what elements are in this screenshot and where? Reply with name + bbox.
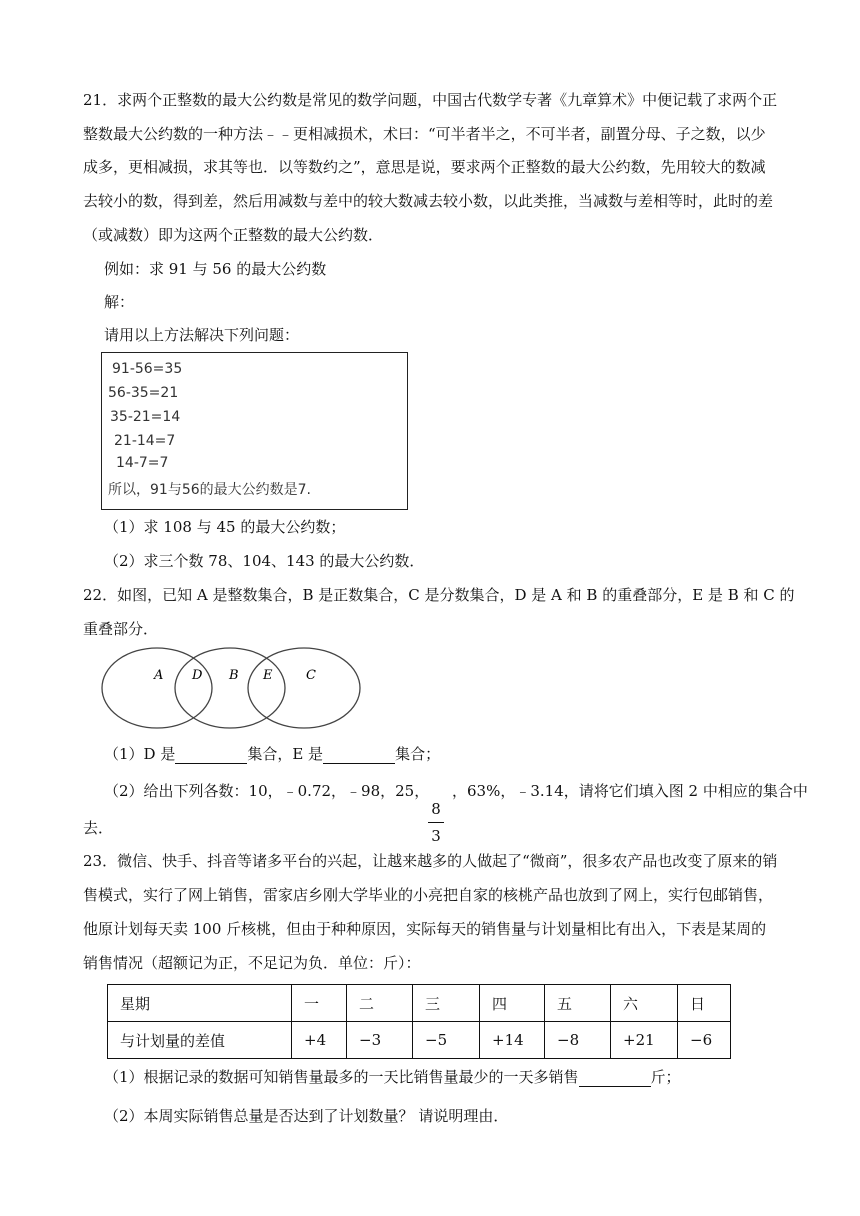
q23-line-3: 他原计划每天卖 100 斤核桃，但由于种种原因，实际每天的销售量与计划量相比有出入，下表是某周的 xyxy=(83,920,767,938)
day-cell: 一 xyxy=(292,985,347,1022)
q23-line-1: 23．微信、快手、抖音等诸多平台的兴起，让越来越多的人做起了“微商”，很多农产品也改变了原来的销 xyxy=(83,852,778,870)
day-cell: 六 xyxy=(611,985,678,1022)
day-cell: 五 xyxy=(545,985,611,1022)
box-line-3: 35-21=14 xyxy=(110,409,181,425)
box-conclusion: 所以，91与56的最大公约数是7. xyxy=(108,482,311,498)
q21-line-4: 去较小的数，得到差，然后用减数与差中的较大数减去较小数，以此类推，当减数与差相等时，此时的差 xyxy=(83,192,774,210)
q23-line-2: 售模式，实行了网上销售，雷家店乡刚大学毕业的小亮把自家的核桃产品也放到了网上，实行包邮销售， xyxy=(83,886,774,904)
answer-blank-difference[interactable] xyxy=(579,1070,651,1087)
example-solution-box xyxy=(101,352,408,510)
q23-sub2: （2）本周实际销售总量是否达到了计划数量？ 请说明理由． xyxy=(104,1107,509,1125)
q22-line-1: 22．如图，已知 A 是整数集合，B 是正数集合，C 是分数集合，D 是 A 和 B 的重叠部分，E 是 B 和 C 的 xyxy=(83,586,795,604)
q22-sub1 xyxy=(104,744,440,764)
set-a-ellipse xyxy=(102,648,212,728)
label-d: D xyxy=(192,668,203,683)
set-c-ellipse xyxy=(248,648,360,728)
day-cell: 三 xyxy=(413,985,480,1022)
value-cell: +4 xyxy=(292,1022,347,1059)
label-b: B xyxy=(229,668,239,683)
q21-example: 例如：求 91 与 56 的最大公约数 xyxy=(104,260,327,278)
q21-line-5: （或减数）即为这两个正整数的最大公约数． xyxy=(83,226,384,244)
q22-sub1-mid: 集合，E 是 xyxy=(247,745,324,763)
row-label-cell: 与计划量的差值 xyxy=(108,1022,292,1059)
day-cell: 日 xyxy=(678,985,731,1022)
answer-blank-d[interactable] xyxy=(175,747,247,764)
box-line-4: 21-14=7 xyxy=(114,433,176,449)
box-line-2: 56-35=21 xyxy=(108,385,179,401)
value-cell: −6 xyxy=(678,1022,731,1059)
answer-blank-e[interactable] xyxy=(323,747,395,764)
label-a: A xyxy=(154,668,164,683)
label-e: E xyxy=(263,668,273,683)
fraction-bar xyxy=(428,822,444,823)
day-cell: 四 xyxy=(480,985,545,1022)
q23-line-4: 销售情况（超额记为正，不足记为负．单位：斤）： xyxy=(83,954,421,972)
q22-sub1-prefix: （1）D 是 xyxy=(104,745,176,763)
value-cell: −5 xyxy=(413,1022,480,1059)
header-label-cell: 星期 xyxy=(108,985,292,1022)
q23-sub1-text: （1）根据记录的数据可知销售量最多的一天比销售量最少的一天多销售 xyxy=(104,1068,579,1086)
q21-solution-label: 解： xyxy=(104,293,135,311)
q21-instruction: 请用以上方法解决下列问题： xyxy=(104,326,300,344)
q22-sub2-end: ，63%，﹣3.14，请将它们填入图 2 中相应的集合中 xyxy=(452,782,808,800)
q21-sub2: （2）求三个数 78、104、143 的最大公约数． xyxy=(104,552,425,570)
q21-sub1: （1）求 108 与 45 的最大公约数； xyxy=(104,518,346,536)
fraction-numerator: 8 xyxy=(431,800,441,818)
q22-sub2-wrap: 去． xyxy=(83,819,114,837)
value-cell: +21 xyxy=(611,1022,678,1059)
fraction-denominator: 3 xyxy=(431,827,441,845)
label-c: C xyxy=(306,668,316,683)
q21-line-3: 成多，更相减损，求其等也．以等数约之”，意思是说，要求两个正整数的最大公约数，先用较大的数减 xyxy=(83,158,766,176)
q22-sub2-start: （2）给出下列各数：10，﹣0.72，﹣98，25， xyxy=(104,782,430,800)
q22-sub1-suffix: 集合； xyxy=(395,745,441,763)
q23-sub1-unit: 斤； xyxy=(650,1068,681,1086)
box-line-5: 14-7=7 xyxy=(116,455,169,471)
value-cell: −3 xyxy=(347,1022,413,1059)
venn-diagram xyxy=(98,644,370,734)
sales-table xyxy=(107,984,731,1059)
set-b-ellipse xyxy=(175,648,285,728)
box-line-1: 91-56=35 xyxy=(112,361,183,377)
value-cell: −8 xyxy=(545,1022,611,1059)
q23-sub1 xyxy=(104,1067,681,1087)
q22-line-2: 重叠部分． xyxy=(83,620,159,638)
value-cell: +14 xyxy=(480,1022,545,1059)
table-header-row xyxy=(108,985,731,1022)
fraction-eight-thirds xyxy=(428,800,444,845)
day-cell: 二 xyxy=(347,985,413,1022)
table-value-row xyxy=(108,1022,731,1059)
q21-line-1: 21．求两个正整数的最大公约数是常见的数学问题，中国古代数学专著《九章算术》中便记载了求两个正 xyxy=(83,91,778,109)
q21-line-2: 整数最大公约数的一种方法﹣﹣更相减损术，术曰：“可半者半之，不可半者，副置分母、子之数，以少 xyxy=(83,125,766,143)
